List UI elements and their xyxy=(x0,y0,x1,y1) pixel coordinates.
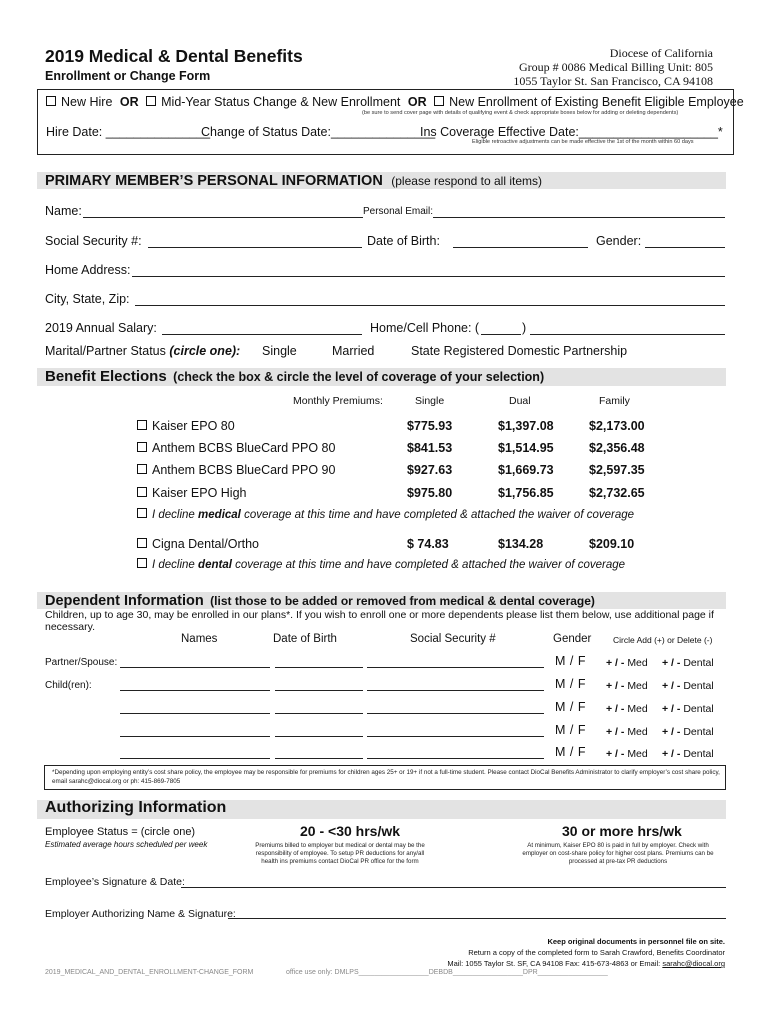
dob-label: Date of Birth: xyxy=(367,234,440,248)
dental-toggle[interactable] xyxy=(662,726,714,738)
form-title: 2019 Medical & Dental Benefits xyxy=(45,46,303,66)
plus-minus: + / - xyxy=(606,703,625,715)
decline-dental-text-c: coverage at this time and have completed & attached the waiver of coverage xyxy=(235,559,626,571)
decline-medical-text-a: I decline xyxy=(152,509,195,521)
decline-medical-text-b: medical xyxy=(198,509,241,521)
phone-close: ) xyxy=(522,321,527,335)
footer-form-id: 2019_MEDICAL_AND_DENTAL_ENROLLMENT-CHANGE_FORM xyxy=(45,969,254,976)
gender-toggle[interactable]: M / F xyxy=(555,723,586,737)
footer-return-note: Return a copy of the completed form to Sarah Crawford, Benefits Coordinator xyxy=(468,948,725,957)
med-label: Med xyxy=(627,726,648,738)
col-add-delete: Circle Add (+) or Delete (-) xyxy=(613,635,713,645)
midyear-label: Mid-Year Status Change & New Enrollment xyxy=(161,95,401,109)
dependent-ssn-input[interactable] xyxy=(367,758,544,759)
dental-label: Dental xyxy=(683,657,714,669)
dental-toggle[interactable] xyxy=(662,748,714,760)
marital-single[interactable]: Single xyxy=(262,344,297,358)
home-address-input[interactable] xyxy=(132,276,725,277)
dependents-heading-title: Dependent Information xyxy=(45,593,204,609)
dependent-dob-input[interactable] xyxy=(275,758,363,759)
col-dob: Date of Birth xyxy=(273,633,337,645)
footer-keep-note: Keep original documents in personnel file on site. xyxy=(547,937,725,946)
cover-page-note: (be sure to send cover page with details of qualifying event & check appropriate boxes below for adding or deleting dependents) xyxy=(362,110,679,116)
col-names: Names xyxy=(181,633,218,645)
plus-minus: + / - xyxy=(662,657,681,669)
premium-dual[interactable]: $1,756.85 xyxy=(498,486,554,500)
marital-circle-note: (circle one): xyxy=(169,344,241,358)
plan-name: Kaiser EPO 80 xyxy=(152,419,235,433)
plan-name: Kaiser EPO High xyxy=(152,486,247,500)
footer-mail xyxy=(447,959,725,968)
primary-heading-title: PRIMARY MEMBER’S PERSONAL INFORMATION xyxy=(45,173,383,189)
marital-label: Marital/Partner Status xyxy=(45,344,166,358)
dependents-intro-1: Children, up to age 30, may be enrolled in our plans*. If you wish to enroll one or more dependents please list them below, use additional page if xyxy=(45,609,714,621)
email-label: Personal Email: xyxy=(363,206,434,217)
premium-dual[interactable]: $1,397.08 xyxy=(498,419,554,433)
dependent-name-input[interactable] xyxy=(120,690,270,691)
primary-heading-note: (please respond to all items) xyxy=(391,174,543,188)
premium-single[interactable]: $841.53 xyxy=(407,441,453,455)
dental-toggle[interactable] xyxy=(662,703,714,715)
area-code-input[interactable] xyxy=(481,334,521,335)
dental-toggle[interactable] xyxy=(662,680,714,692)
decline-dental-checkbox[interactable] xyxy=(137,558,147,568)
plan-checkbox[interactable] xyxy=(137,487,147,497)
gender-toggle[interactable]: M / F xyxy=(555,700,586,714)
primary-heading xyxy=(45,172,542,190)
med-toggle[interactable] xyxy=(606,680,648,692)
dental-label: Dental xyxy=(683,726,714,738)
plan-checkbox[interactable] xyxy=(137,464,147,474)
phone-label: Home/Cell Phone: ( xyxy=(370,321,480,335)
dental-toggle[interactable] xyxy=(662,657,714,669)
or-label: OR xyxy=(119,95,139,109)
med-label: Med xyxy=(627,703,648,715)
ssn-label: Social Security #: xyxy=(45,234,142,248)
plus-minus: + / - xyxy=(606,726,625,738)
col-ssn: Social Security # xyxy=(410,633,496,645)
option-20-30-note: Premiums billed to employer but medical or dental may be the responsibility of employee. To setup PR deductions for any/all health ins premiums contact DioCal PR office for the form xyxy=(255,842,425,865)
option-30-plus-note: At minimum, Kaiser EPO 80 is paid in full by employer. Check with employer on cost-share policy for higher cost plans. Premiums can be processed at pre-tax PR deductions xyxy=(522,842,714,865)
dependent-name-input[interactable] xyxy=(120,713,270,714)
email-input[interactable] xyxy=(433,217,725,218)
plan-row-kaiser-epo-high[interactable] xyxy=(137,486,246,500)
city-label: City, State, Zip: xyxy=(45,292,130,306)
plan-row-anthem-ppo-80[interactable] xyxy=(137,441,335,455)
hire-date-field[interactable]: Hire Date: _______________ xyxy=(46,125,211,139)
marital-status xyxy=(45,344,240,358)
premium-dual[interactable]: $1,514.95 xyxy=(498,441,554,455)
existing-employee-checkbox[interactable] xyxy=(434,96,444,106)
col-gender: Gender xyxy=(553,633,592,645)
plan-checkbox[interactable] xyxy=(137,420,147,430)
dependent-ssn-input[interactable] xyxy=(367,736,544,737)
premium-dual[interactable]: $134.28 xyxy=(498,537,544,551)
authorizing-heading: Authorizing Information xyxy=(45,799,227,816)
footer-mail-text: Mail: 1055 Taylor St. SF, CA 94108 Fax: 415-673-4863 or Email: xyxy=(447,959,661,968)
plus-minus: + / - xyxy=(662,726,681,738)
dental-label: Dental xyxy=(683,748,714,760)
footer-email-link[interactable]: sarahc@diocal.org xyxy=(662,959,725,968)
med-toggle[interactable] xyxy=(606,703,648,715)
plus-minus: + / - xyxy=(606,680,625,692)
plan-row-anthem-ppo-90[interactable] xyxy=(137,463,335,477)
dependent-dob-input[interactable] xyxy=(275,690,363,691)
med-label: Med xyxy=(627,748,648,760)
enrollment-type-options xyxy=(46,95,744,109)
marital-married[interactable]: Married xyxy=(332,344,375,358)
new-hire-label: New Hire xyxy=(61,95,113,109)
dental-label: Dental xyxy=(683,703,714,715)
name-label: Name: xyxy=(45,204,82,218)
gender-toggle[interactable]: M / F xyxy=(555,677,586,691)
decline-dental-text-a: I decline xyxy=(152,559,195,571)
coverage-date-field[interactable]: Ins Coverage Effective Date:____________________* xyxy=(420,125,723,139)
decline-dental[interactable] xyxy=(137,558,625,571)
premium-family[interactable]: $2,732.65 xyxy=(589,486,645,500)
dependent-ssn-input[interactable] xyxy=(367,690,544,691)
dependent-name-input[interactable] xyxy=(120,736,270,737)
col-family: Family xyxy=(599,395,630,407)
employer-signature-label: Employer Authorizing Name & Signature: xyxy=(45,908,236,920)
dependent-name-input[interactable] xyxy=(120,758,270,759)
premium-single[interactable]: $975.80 xyxy=(407,486,453,500)
dependent-name-input[interactable] xyxy=(120,667,270,668)
med-label: Med xyxy=(627,680,648,692)
premium-single[interactable]: $ 74.83 xyxy=(407,537,449,551)
option-30-plus-hrs[interactable]: 30 or more hrs/wk xyxy=(562,823,682,839)
plus-minus: + / - xyxy=(662,748,681,760)
phone-input[interactable] xyxy=(530,334,725,335)
home-address-label: Home Address: xyxy=(45,263,131,277)
dependents-heading-note: (list those to be added or removed from medical & dental coverage) xyxy=(210,594,595,608)
name-input[interactable] xyxy=(83,217,363,218)
plan-name: Cigna Dental/Ortho xyxy=(152,537,260,551)
salary-label: 2019 Annual Salary: xyxy=(45,321,157,335)
gender-label: Gender: xyxy=(596,234,642,248)
med-toggle[interactable] xyxy=(606,748,648,760)
dob-input[interactable] xyxy=(453,247,588,248)
dependents-intro-2: necessary. xyxy=(45,621,95,633)
med-toggle[interactable] xyxy=(606,726,648,738)
hours-note: Estimated average hours scheduled per week xyxy=(45,840,208,849)
employee-signature-label: Employee’s Signature & Date: xyxy=(45,876,185,888)
decline-medical-text-c: coverage at this time and have completed & attached the waiver of coverage xyxy=(244,509,635,521)
dependents-heading xyxy=(45,592,595,610)
new-hire-checkbox[interactable] xyxy=(46,96,56,106)
marital-domestic-partner[interactable]: State Registered Domestic Partnership xyxy=(411,344,628,358)
dependent-dob-input[interactable] xyxy=(275,713,363,714)
plan-checkbox[interactable] xyxy=(137,442,147,452)
med-label: Med xyxy=(627,657,648,669)
city-input[interactable] xyxy=(135,305,725,306)
employee-status-label: Employee Status = (circle one) xyxy=(45,826,196,838)
employer-signature-input[interactable] xyxy=(228,918,726,919)
premium-family[interactable]: $209.10 xyxy=(589,537,635,551)
plan-row-cigna-dental[interactable] xyxy=(137,537,259,551)
col-dual: Dual xyxy=(509,395,531,407)
plus-minus: + / - xyxy=(662,680,681,692)
decline-medical[interactable] xyxy=(137,508,634,521)
premium-single[interactable]: $775.93 xyxy=(407,419,453,433)
form-subtitle: Enrollment or Change Form xyxy=(45,69,211,83)
decline-dental-text-b: dental xyxy=(198,559,232,571)
status-date-field[interactable]: Change of Status Date:_______________ xyxy=(201,125,436,139)
org-address: 1055 Taylor St. San Francisco, CA 94108 xyxy=(513,74,713,88)
med-toggle[interactable] xyxy=(606,657,648,669)
premium-family[interactable]: $2,597.35 xyxy=(589,463,645,477)
plus-minus: + / - xyxy=(662,703,681,715)
existing-employee-label: New Enrollment of Existing Benefit Eligible Employee xyxy=(449,95,744,109)
gender-input[interactable] xyxy=(645,247,725,248)
col-single: Single xyxy=(415,395,445,407)
monthly-premiums-label: Monthly Premiums: xyxy=(293,395,383,407)
dependents-footnote: *Depending upon employing entity’s cost share policy, the employee may be responsible for premiums for children ages 25+ or 19+ if not a full-time student. Please contact DioCal Benefits Administrator to clarify employer’s cost share policy, email sarahc@diocal.org or ph: 415-869-7805 xyxy=(52,769,720,785)
partner-label: Partner/Spouse: xyxy=(45,657,118,668)
group-number: Group # 0086 Medical Billing Unit: 805 xyxy=(519,60,713,74)
premium-family[interactable]: $2,356.48 xyxy=(589,441,645,455)
premium-dual[interactable]: $1,669.73 xyxy=(498,463,554,477)
plan-name: Anthem BCBS BlueCard PPO 90 xyxy=(152,463,336,477)
footer-office-use: office use only: DMLPS__________________DEBDB__________________DPR__________________ xyxy=(286,969,608,976)
children-label: Child(ren): xyxy=(45,680,92,691)
dependent-ssn-input[interactable] xyxy=(367,713,544,714)
plus-minus: + / - xyxy=(606,657,625,669)
dependent-ssn-input[interactable] xyxy=(367,667,544,668)
benefits-heading-note: (check the box & circle the level of coverage of your selection) xyxy=(173,370,545,384)
benefits-heading-title: Benefit Elections xyxy=(45,368,167,385)
decline-medical-checkbox[interactable] xyxy=(137,508,147,518)
premium-family[interactable]: $2,173.00 xyxy=(589,419,645,433)
ssn-input[interactable] xyxy=(148,247,362,248)
or-label: OR xyxy=(407,95,427,109)
salary-input[interactable] xyxy=(162,334,362,335)
plan-checkbox[interactable] xyxy=(137,538,147,548)
benefits-heading xyxy=(45,368,544,386)
gender-toggle[interactable]: M / F xyxy=(555,745,586,759)
plus-minus: + / - xyxy=(606,748,625,760)
premium-single[interactable]: $927.63 xyxy=(407,463,453,477)
retro-note: Eligible retroactive adjustments can be made effective the 1st of the month within 60 days xyxy=(472,139,694,145)
gender-toggle[interactable]: M / F xyxy=(555,654,586,668)
dependent-dob-input[interactable] xyxy=(275,667,363,668)
dependent-dob-input[interactable] xyxy=(275,736,363,737)
org-name: Diocese of California xyxy=(609,46,713,60)
plan-name: Anthem BCBS BlueCard PPO 80 xyxy=(152,441,336,455)
plan-row-kaiser-epo-80[interactable] xyxy=(137,419,235,433)
option-20-30-hrs[interactable]: 20 - <30 hrs/wk xyxy=(300,823,401,839)
midyear-checkbox[interactable] xyxy=(146,96,156,106)
dental-label: Dental xyxy=(683,680,714,692)
employee-signature-input[interactable] xyxy=(181,887,726,888)
